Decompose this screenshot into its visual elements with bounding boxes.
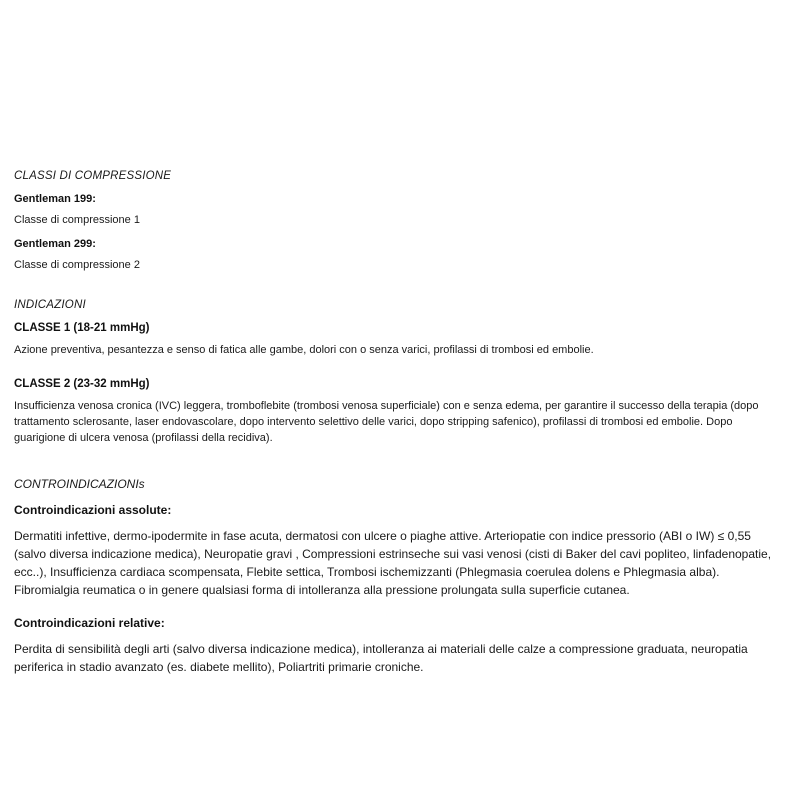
section-heading-classi: CLASSI DI COMPRESSIONE: [14, 170, 172, 182]
section-spacer-2: [14, 457, 786, 477]
entry-text-assolute: Dermatiti infettive, dermo-ipodermite in fase acuta, dermatosi con ulcere o piaghe attive. Arteriopatie con indice pressorio (ABI o IW) ≤ 0,55 (salvo diversa indicazione medica), Neuropatie gravi , Compressioni estrinseche sui vasi venosi (cisti di Baker del cavi popliteo, linfadenopatie, ecc..), Insufficienza cardiaca scompensata, Flebite settica, Trombosi ischemizzanti (Phlegmasia coerulea dolens e Phlegmasia alba). Fibromialgia reumatica o in genere qualsiasi forma di intolleranza alla pressione prolungata sulla superficie cutanea.: [14, 528, 772, 597]
entry-text-classe-2: Insufficienza venosa cronica (IVC) leggera, tromboflebite (trombosi venosa superficiale) con e senza edema, per garantire il successo della terapia (dopo trattamento sclerosante, laser endovascolare, dopo intervento selettivo delle varici, dopo stripping safenico), profilassi di trombosi ed embolie. Dopo guarigione di ulcera venosa (profilassi della recidiva).: [14, 400, 759, 445]
entry-spacer: [14, 369, 786, 378]
section-indicazioni: [14, 299, 786, 447]
entry-label-classe-1: CLASSE 1 (18-21 mmHg): [14, 322, 150, 335]
entry-label-gentleman-299: Gentleman 299:: [14, 237, 96, 250]
section-controindicazioni: [14, 477, 786, 676]
entry-label-relative: Controindicazioni relative:: [14, 615, 165, 630]
section-heading-controindicazioni: CONTROINDICAZIONIs: [14, 476, 145, 491]
section-heading-indicazioni: INDICAZIONI: [14, 299, 86, 312]
entry-spacer-2: [14, 599, 786, 616]
section-classi-di-compressione: [14, 170, 786, 273]
entry-text-gentleman-199: Classe di compressione 1: [14, 214, 140, 226]
entry-text-gentleman-299: Classe di compressione 2: [14, 258, 140, 271]
entry-text-classe-1: Azione preventiva, pesantezza e senso di fatica alle gambe, dolori con o senza varici, profilassi di trombosi ed embolie.: [14, 344, 594, 357]
section-spacer-1: [14, 282, 786, 299]
entry-text-relative: Perdita di sensibilità degli arti (salvo diversa indicazione medica), intolleranza ai materiali delle calze a compressione graduata, neuropatia periferica in stadio avanzato (es. diabete mellito), Poliartriti primarie croniche.: [14, 641, 748, 674]
entry-label-gentleman-199: Gentleman 199:: [14, 193, 96, 205]
entry-label-assolute: Controindicazioni assolute:: [14, 502, 172, 517]
entry-label-classe-2: CLASSE 2 (23-32 mmHg): [14, 378, 150, 391]
